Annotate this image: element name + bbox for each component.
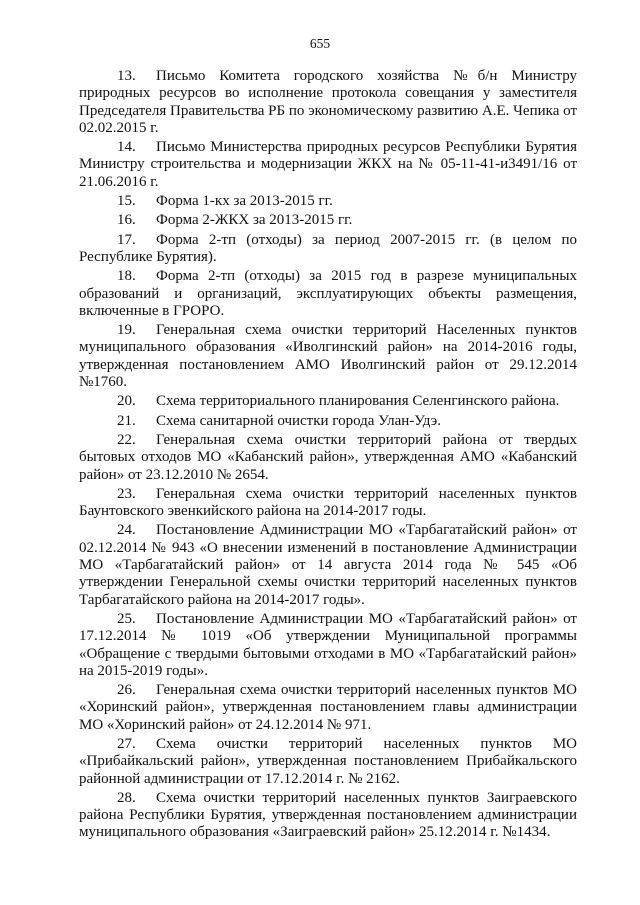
item-text: Форма 1-кх за 2013-2015 гг. [156,193,333,210]
list-item [79,432,577,484]
item-number: 15. [117,193,136,210]
item-text: Схема санитарной очистки города Улан-Удэ. [156,412,441,429]
page-number: 655 [309,36,331,51]
item-number: 23. [117,485,136,502]
item-number: 19. [117,322,136,339]
item-number: 25. [117,610,136,627]
item-text: Схема очистки территорий населенных пунктов Заиграевского района Республики Бурятия, утвержденная постановлением администрации муниципального образования «Заиграевский район» 25.12.2014 г. №1434. [79,789,577,841]
item-number: 16. [117,212,136,229]
list-item [79,611,577,680]
list-item [79,68,577,137]
reference-list [79,68,577,844]
list-item [79,486,577,521]
item-text: Письмо Комитета городского хозяйства №б/н Министру природных ресурсов во исполнение протокола совещания у заместителя Председателя Правительства РБ по экономическому развитию А.Е. Чепика от 02.02.2015 г. [79,68,577,136]
item-text: Генеральная схема очистки территорий населенных пунктов МО «Хоринский район», утвержденная постановлением главы администрации МО «Хоринский район» от 24.12.2014 № 971. [79,682,577,733]
list-item [79,790,577,842]
list-item [79,682,577,734]
item-text: Схема территориального планирования Селенгинского района. [156,393,560,410]
item-number: 28. [117,789,136,806]
item-number: 26. [117,682,136,699]
item-number: 20. [117,393,136,410]
item-number: 24. [117,522,136,539]
item-text: Генеральная схема очистки территорий района от твердых бытовых отходов МО «Кабанский район», утвержденная АМО «Кабанский район» от 23.12.2010 № 2654. [79,431,577,483]
item-number: 27. [117,735,136,752]
list-item [79,736,577,788]
list-item [79,232,577,267]
item-text: Схема очистки территорий населенных пунктов МО «Прибайкальский район», утвержденная постановлением Прибайкальского районной администрации от 17.12.2014 г. № 2162. [79,735,577,787]
item-text: Генеральная схема очистки территорий Населенных пунктов муниципального образования «Иволгинский район» на 2014-2016 годы, утвержденная постановлением АМО Иволгинский район от 29.12.2014 №1760. [79,322,577,391]
item-number: 14. [117,139,136,156]
list-item [79,193,577,210]
list-item [79,393,577,410]
list-item [79,212,577,229]
list-item [79,322,577,391]
item-text: Постановление Администрации МО «Тарбагатайский район» от 02.12.2014 № 943 «О внесении изменений в постановление Администрации МО «Тарбагатайский район» от 14 августа 2014 года № 545 «Об утверждении Генеральной схемы очистки территорий населенных пунктов Тарбагатайского района на 2014-2017 годы». [79,522,577,608]
list-item [79,413,577,430]
item-text: Постановление Администрации МО «Тарбагатайский район» от 17.12.2014 № 1019 «Об утверждении Муниципальной программы «Обращение с твердыми бытовыми отходами в МО «Тарбагатайский район» на 2015-2019 годы». [79,610,577,679]
list-item [79,268,577,320]
item-text: Генеральная схема очистки территорий населенных пунктов Баунтовского эвенкийского района на 2014-2017 годы. [79,485,577,520]
item-text: Письмо Министерства природных ресурсов Республики Бурятия Министру строительства и модернизации ЖКХ на № 05-11-41-и3491/16 от 21.06.2016 г. [79,139,577,190]
item-number: 13. [117,68,136,84]
item-text: Форма 2-тп (отходы) за период 2007-2015 гг. (в целом по Республике Бурятия). [79,231,577,265]
list-item [79,522,577,608]
item-number: 17. [117,231,136,248]
item-number: 18. [117,268,136,285]
list-item [79,139,577,191]
item-number: 22. [117,431,136,448]
item-text: Форма 2-тп (отходы) за 2015 год в разрезе муниципальных образований и организаций, эксплуатирующих объекты размещения, включенные в ГРОРО. [79,268,577,319]
item-number: 21. [117,412,136,429]
item-text: Форма 2-ЖКХ за 2013-2015 гг. [156,212,353,229]
